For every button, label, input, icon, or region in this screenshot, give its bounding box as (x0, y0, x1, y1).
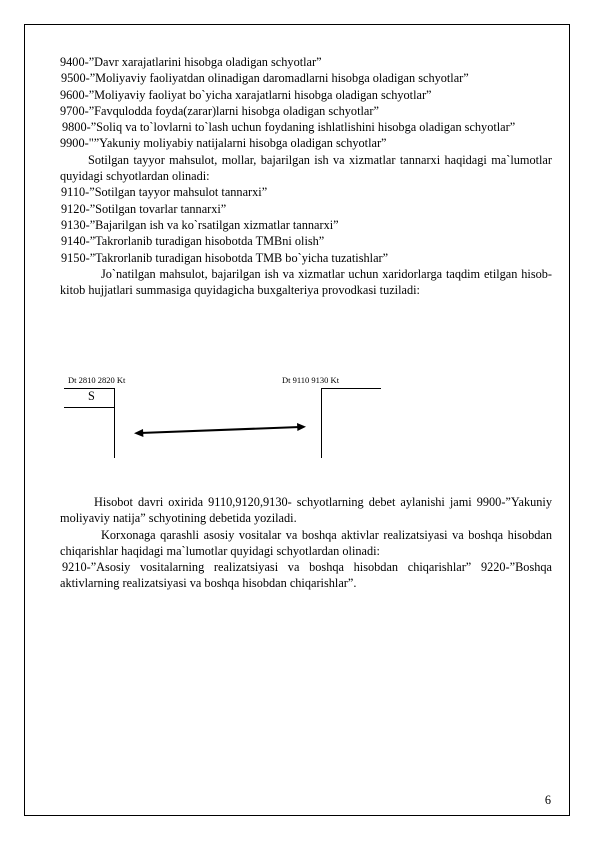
document-body-continued (60, 494, 552, 592)
double-arrow-icon (134, 420, 306, 440)
paragraph-jonatilgan: Jo`natilgan mahsulot, bajarilgan ish va xizmatlar uchun xaridorlarga taqdim etilgan hisob-kitob hujjatlari summasiga quyidagicha buxgalteriya provodkasi tuziladi: (60, 266, 552, 298)
left-account-divider (114, 388, 115, 458)
paragraph-korxona: Korxonaga qarashli asosiy vositalar va boshqa aktivlar realizatsiyasi va boshqa hisobdan chiqarishlar haqidagi ma`lumotlar quyidagi schyotlardan olinadi: (60, 527, 552, 558)
page-number: 6 (544, 793, 551, 807)
text-line-9140: 9140-”Takrorlanib turadigan hisobotda TMBni olish” (61, 234, 325, 249)
text-line-9500: 9500-”Moliyaviy faoliyatdan olinadigan daromadlarni hisobga oladigan schyotlar” (61, 71, 469, 86)
text-line-9150: 9150-”Takrorlanib turadigan hisobotda TMB bo`yicha tuzatishlar” (61, 250, 389, 265)
paragraph-9800: 9800-”Soliq va to`lovlarni to`lash uchun foydaning ishlatlishini hisobga oladigan schyotlar” (62, 120, 516, 135)
right-account-top-line (321, 388, 381, 389)
paragraph-sotilgan: Sotilgan tayyor mahsulot, mollar, bajarilgan ish va xizmatlar tannarxi haqidagi ma`lumotlar quyidagi schyotlardan olinadi: (60, 152, 552, 184)
paragraph-9210: 9210-”Asosiy vositalarning realizatsiyasi va boshqa hisobdan chiqarishlar” 9220-”Boshqa aktivlarning realizatsiyasi va boshqa hisobdan chiqarishlar”. (60, 560, 552, 591)
paragraph-hisobot: Hisobot davri oxirida 9110,9120,9130- schyotlarning debet aylanishi jami 9900-”Yakuniy moliyaviy natija” schyotining debetida yoziladi. (60, 495, 552, 526)
left-account-sum-line (64, 407, 114, 408)
right-account-divider (321, 388, 322, 458)
account-label-2810-2820: Dt 2810 2820 Kt (68, 375, 126, 385)
text-line-9400: 9400-”Davr xarajatlarini hisobga oladigan schyotlar” (60, 55, 322, 69)
text-line-9120: 9120-”Sotilgan tovarlar tannarxi” (61, 201, 227, 216)
text-line-9110: 9110-”Sotilgan tayyor mahsulot tannarxi” (61, 185, 268, 200)
text-line-9700: 9700-”Favqulodda foyda(zarar)larni hisobga oladigan schyotlar” (60, 103, 379, 118)
text-line-9900: 9900-"”Yakuniy moliyabiy natijalarni hisobga oladigan schyotlar” (60, 136, 387, 151)
t-account-diagram (64, 374, 394, 464)
text-line-9130: 9130-”Bajarilgan ish va ko`rsatilgan xizmatlar tannarxi” (61, 217, 339, 232)
text-line-9600: 9600-”Moliyaviy faoliyat bo`yicha xarajatlarni hisobga oladigan schyotlar” (60, 87, 432, 102)
sum-label: S (88, 389, 95, 403)
document-body (60, 54, 552, 298)
account-label-9110-9130: Dt 9110 9130 Kt (282, 375, 340, 385)
